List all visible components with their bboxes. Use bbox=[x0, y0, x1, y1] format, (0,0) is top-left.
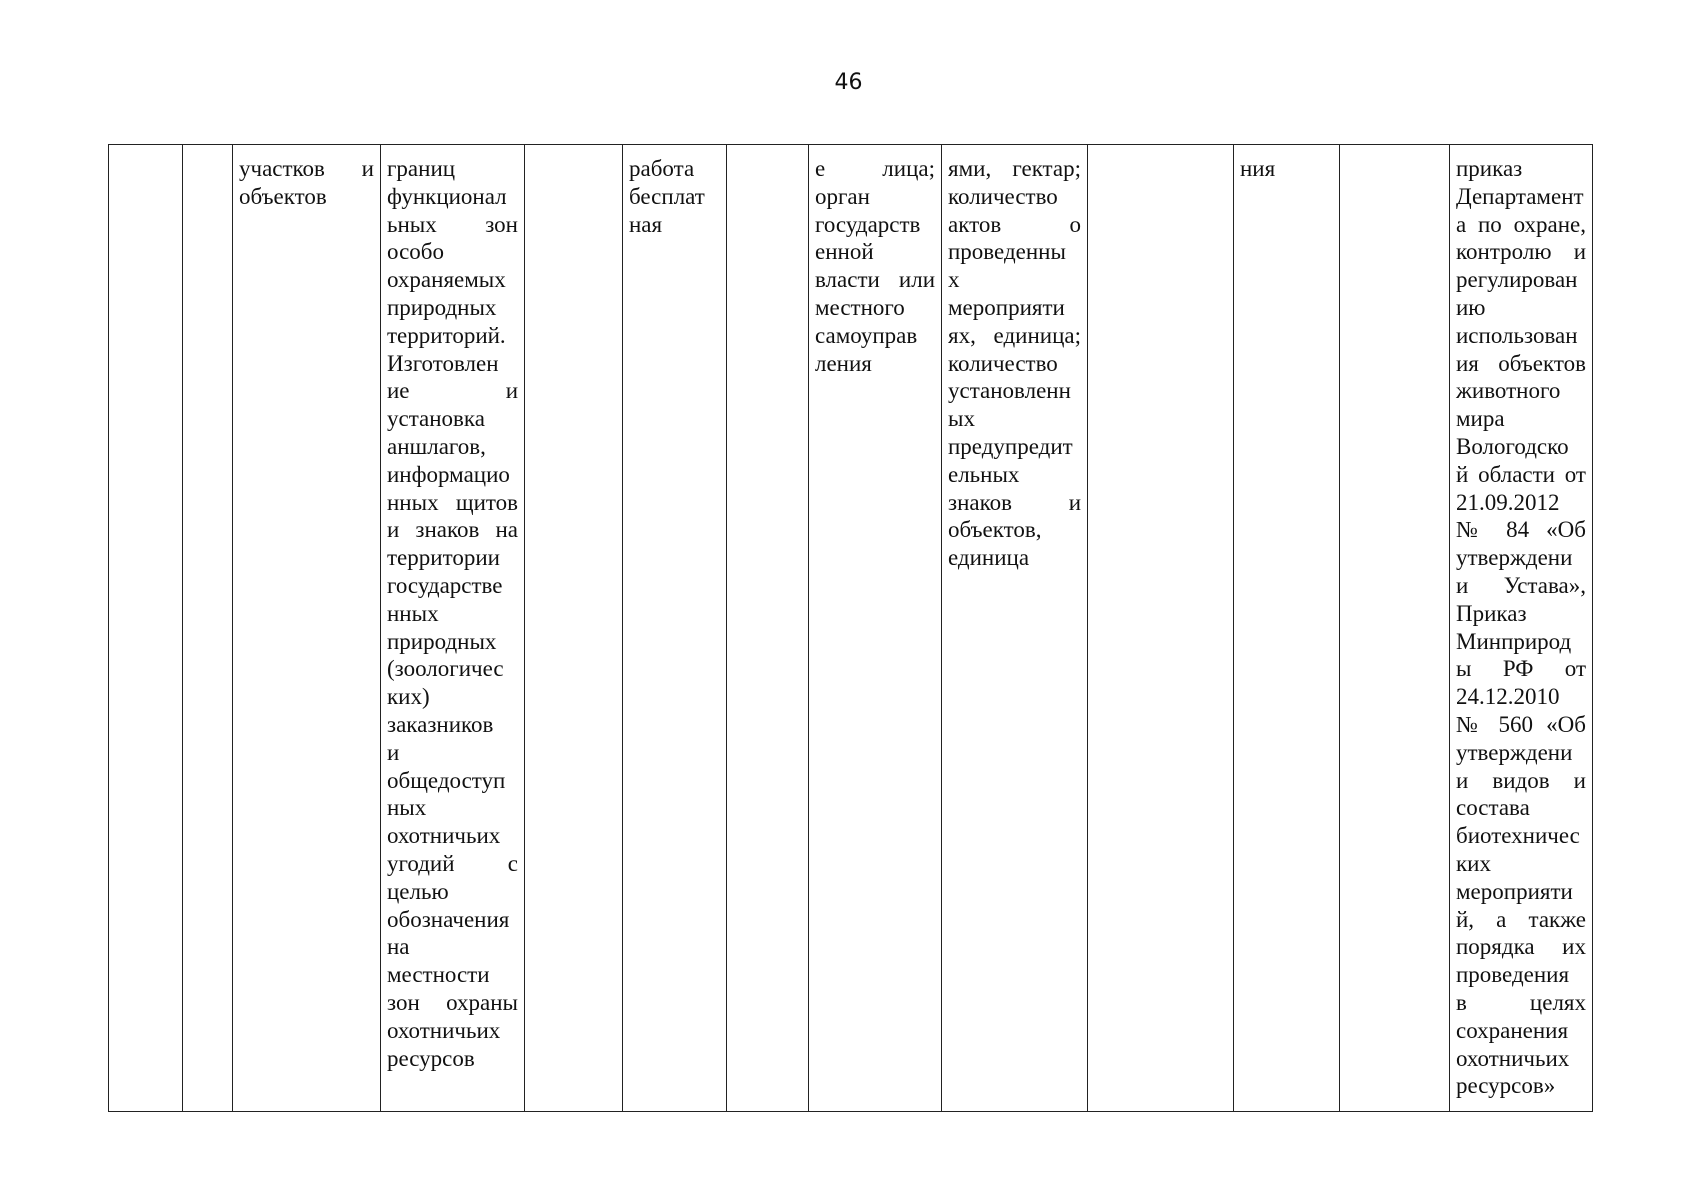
cell-line: использован bbox=[1456, 322, 1578, 348]
cell-line: нных щитов bbox=[387, 489, 518, 515]
cell-line: № 84 «Об bbox=[1456, 517, 1586, 543]
cell-line: ях, единица; bbox=[948, 322, 1081, 348]
table-cell-col-10 bbox=[1088, 145, 1234, 1112]
cell-line: функционал bbox=[387, 183, 507, 209]
cell-line: предупредит bbox=[948, 433, 1073, 459]
cell-line: ельных bbox=[948, 461, 1020, 487]
page-number: 46 bbox=[834, 70, 863, 95]
cell-line: и видов и bbox=[1456, 767, 1586, 793]
cell-line: природных bbox=[387, 294, 497, 320]
cell-line: Вологодско bbox=[1456, 433, 1569, 459]
cell-line: (зоологичес bbox=[387, 656, 504, 682]
cell-line: актов о bbox=[948, 211, 1081, 237]
cell-line: ких) bbox=[387, 684, 430, 710]
cell-line: природных bbox=[387, 628, 497, 654]
cell-line: на bbox=[387, 934, 410, 960]
cell-line: ления bbox=[815, 350, 872, 376]
cell-line: охраняемых bbox=[387, 267, 506, 293]
cell-line: общедоступ bbox=[387, 767, 506, 793]
cell-line: состава bbox=[1456, 795, 1530, 821]
cell-line: Приказ bbox=[1456, 600, 1527, 626]
cell-line: охотничьих bbox=[1456, 1045, 1570, 1071]
cell-line: утверждени bbox=[1456, 545, 1573, 571]
cell-line: единица bbox=[948, 545, 1030, 571]
cell-line: 24.12.2010 bbox=[1456, 684, 1560, 710]
cell-line: ия объектов bbox=[1456, 350, 1586, 376]
cell-line: охотничьих bbox=[387, 1017, 501, 1043]
cell-line: ями, гектар; bbox=[948, 156, 1081, 181]
cell-line: бесплат bbox=[629, 183, 705, 209]
table-row bbox=[109, 145, 1593, 1112]
cell-line: Департамент bbox=[1456, 183, 1584, 209]
table-cell-col-6 bbox=[623, 145, 727, 1112]
table-cell-col-4 bbox=[381, 145, 525, 1112]
cell-line: Изготовлен bbox=[387, 350, 499, 376]
cell-line: и Устава», bbox=[1456, 572, 1586, 598]
cell-line: орган bbox=[815, 183, 870, 209]
cell-line: количество bbox=[948, 183, 1058, 209]
cell-line: самоуправ bbox=[815, 322, 918, 348]
cell-line: животного bbox=[1456, 378, 1561, 404]
cell-line: ресурсов» bbox=[1456, 1073, 1556, 1099]
table-cell-col-8 bbox=[809, 145, 942, 1112]
table-cell-col-13 bbox=[1450, 145, 1593, 1112]
table-cell-col-3 bbox=[233, 145, 381, 1112]
cell-line: ию bbox=[1456, 294, 1486, 320]
cell-line: мероприяти bbox=[1456, 878, 1573, 904]
cell-line: регулирован bbox=[1456, 267, 1578, 293]
cell-line: приказ bbox=[1456, 156, 1523, 181]
cell-line: работа bbox=[629, 156, 695, 181]
cell-line: территории bbox=[387, 545, 500, 571]
cell-line: целью bbox=[387, 878, 449, 904]
cell-line: ная bbox=[629, 211, 663, 237]
cell-line: контролю и bbox=[1456, 239, 1586, 265]
cell-line: й области от bbox=[1456, 461, 1586, 487]
cell-line: и bbox=[387, 739, 400, 765]
cell-line: государств bbox=[815, 211, 921, 237]
cell-line: проведенны bbox=[948, 239, 1066, 265]
cell-line: ресурсов bbox=[387, 1045, 475, 1071]
table-cell-col-5 bbox=[525, 145, 623, 1112]
cell-line: зон охраны bbox=[387, 989, 518, 1015]
cell-line: енной bbox=[815, 239, 874, 265]
cell-line: установка bbox=[387, 406, 485, 432]
cell-line: охотничьих bbox=[387, 823, 501, 849]
cell-line: знаков и bbox=[948, 489, 1081, 515]
cell-line: ния bbox=[1240, 156, 1276, 181]
cell-line: ких bbox=[1456, 850, 1491, 876]
cell-line: заказников bbox=[387, 711, 494, 737]
cell-line: в целях bbox=[1456, 989, 1586, 1015]
cell-line: государстве bbox=[387, 572, 503, 598]
cell-line: а по охране, bbox=[1456, 211, 1586, 237]
cell-line: ие и bbox=[387, 378, 518, 404]
table-cell-col-1 bbox=[109, 145, 183, 1112]
cell-line: порядка их bbox=[1456, 934, 1586, 960]
cell-line: проведения bbox=[1456, 962, 1570, 988]
cell-line: особо bbox=[387, 239, 444, 265]
cell-line: ных bbox=[387, 795, 427, 821]
cell-line: территорий. bbox=[387, 322, 506, 348]
cell-line: мероприяти bbox=[948, 294, 1065, 320]
cell-line: х bbox=[948, 267, 960, 293]
cell-line: сохранения bbox=[1456, 1017, 1569, 1043]
cell-line: Минприрод bbox=[1456, 628, 1572, 654]
table-cell-col-11 bbox=[1234, 145, 1340, 1112]
table-cell-col-12 bbox=[1340, 145, 1450, 1112]
cell-line: объектов, bbox=[948, 517, 1042, 543]
cell-line: обозначения bbox=[387, 906, 510, 932]
cell-line: власти или bbox=[815, 267, 935, 293]
cell-line: 21.09.2012 bbox=[1456, 489, 1560, 515]
cell-line: № 560 «Об bbox=[1456, 711, 1586, 737]
table-cell-col-9 bbox=[942, 145, 1088, 1112]
cell-line: мира bbox=[1456, 406, 1505, 432]
cell-line: е лица; bbox=[815, 156, 935, 181]
cell-line: границ bbox=[387, 156, 456, 181]
cell-line: местного bbox=[815, 294, 905, 320]
table-cell-col-7 bbox=[727, 145, 809, 1112]
cell-line: ы РФ от bbox=[1456, 656, 1586, 682]
cell-line: информацио bbox=[387, 461, 510, 487]
cell-line: аншлагов, bbox=[387, 433, 486, 459]
cell-line: количество bbox=[948, 350, 1058, 376]
cell-line: й, а также bbox=[1456, 906, 1586, 932]
cell-line: утверждени bbox=[1456, 739, 1573, 765]
cell-line: объектов bbox=[239, 183, 327, 209]
cell-line: ых bbox=[948, 406, 975, 432]
cell-line: угодий с bbox=[387, 850, 518, 876]
cell-line: ьных зон bbox=[387, 211, 518, 237]
cell-line: и знаков на bbox=[387, 517, 518, 543]
document-table bbox=[108, 144, 1593, 1112]
table-cell-col-2 bbox=[183, 145, 233, 1112]
cell-line: биотехничес bbox=[1456, 823, 1580, 849]
cell-line: установленн bbox=[948, 378, 1071, 404]
cell-line: местности bbox=[387, 962, 490, 988]
cell-line: нных bbox=[387, 600, 439, 626]
cell-line: участков и bbox=[239, 156, 374, 181]
